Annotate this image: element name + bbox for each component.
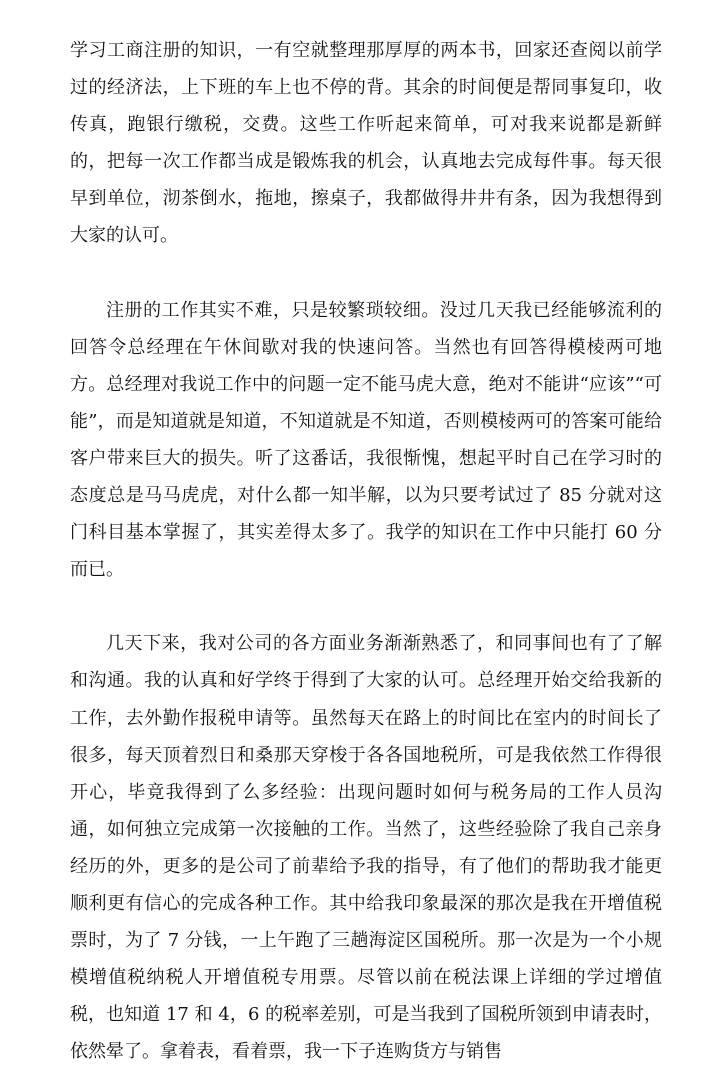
paragraph-2: 注册的工作其实不难，只是较繁琐较细。没过几天我已经能够流利的回答令总经理在午休间歇对我的快速问答。当然也有回答得模棱两可地方。总经理对我说工作中的问题一定不能马虎大意，绝对不能讲“应该”“可能”，而是知道就是知道，不知道就是不知道，否则模棱两可的答案可能给客户带来巨大的损失。听了这番话，我很惭愧，想起平时自己在学习时的态度总是马马虎虎，对什么都一知半解，以为只要考试过了 85 分就对这门科目基本掌握了，其实差得太多了。我学的知识在工作中只能打 60 分而已。 <box>70 299 662 581</box>
paragraph-3: 几天下来，我对公司的各方面业务渐渐熟悉了，和同事间也有了了解和沟通。我的认真和好学终于得到了大家的认可。总经理开始交给我新的工作，去外勤作报税申请等。虽然每天在路上的时间比在室内的时间长了很多，每天顶着烈日和桑那天穿梭于各各国地税所，可是我依然工作得很开心，毕竟我得到了么多经验：出现问题时如何与税务局的工作人员沟通，如何独立完成第一次接触的工作。当然了，这些经验除了我自己亲身经历的外，更多的是公司了前辈给予我的指导，有了他们的帮助我才能更顺利更有信心的完成各种工作。其中给我印象最深的那次是我在开增值税票时，为了 7 分钱，一上午跑了三趟海淀区国税所。那一次是为一个小规模增值税纳税人开增值税专用票。尽管以前在税法课上详细的学过增值税，也知道 17 和 4，6 的税率差别，可是当我到了国税所领到申请表时，依然晕了。拿着表，看着票，我一下子连购货方与销售 <box>70 633 662 1063</box>
document-page <box>70 32 662 1070</box>
paragraph-1: 学习工商注册的知识，一有空就整理那厚厚的两本书，回家还查阅以前学过的经济法，上下班的车上也不停的背。其余的时间便是帮同事复印，收传真，跑银行缴税，交费。这些工作听起来简单，可对我来说都是新鲜的，把每一次工作都当成是锻炼我的机会，认真地去完成每件事。每天很早到单位，沏茶倒水，拖地，擦桌子，我都做得井井有条，因为我想得到大家的认可。 <box>70 40 662 247</box>
